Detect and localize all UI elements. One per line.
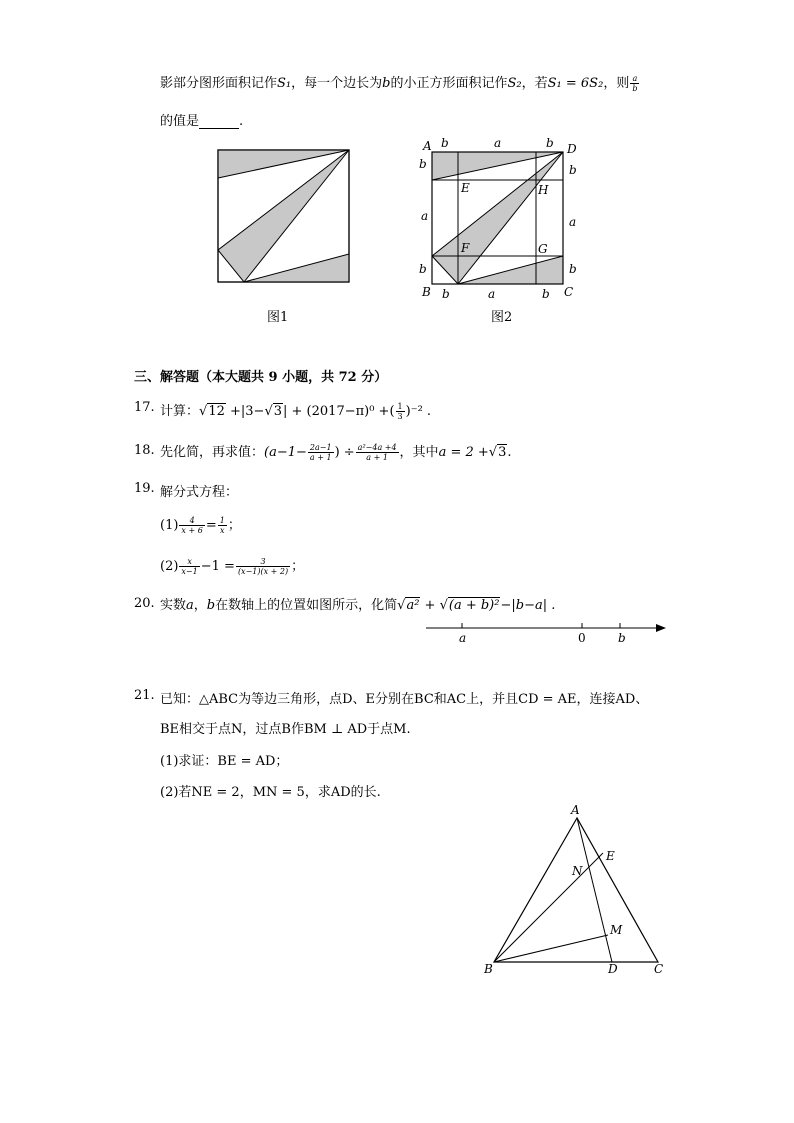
fraction-a-b: $\frac{a}{b}$	[632, 74, 638, 93]
var-b: b	[382, 76, 391, 91]
q17-prefix: 计算：	[160, 404, 200, 419]
figure-1-caption: 图1	[267, 310, 289, 325]
q18-number: 18.	[134, 443, 155, 458]
sqrt-12: 12	[208, 404, 225, 419]
sqrt-a2: a²	[406, 598, 420, 613]
fraction-1: $\frac{2a-1}{a + 1}$	[309, 443, 332, 462]
q19-number: 19.	[134, 481, 155, 496]
intro-line-1	[160, 72, 640, 93]
var-b: b	[206, 598, 216, 613]
intro-text: ，若	[521, 76, 548, 91]
intro-text: 的值是	[160, 114, 200, 129]
label-top-b1: b	[441, 136, 449, 150]
q21-line-3: (1)求证：BE = AD；	[160, 754, 289, 769]
fraction-1-3: $\frac{1}{3}$	[397, 402, 403, 421]
expr-part: .	[507, 445, 512, 460]
fraction-left: $\frac{4}{x + 6}$	[181, 516, 203, 535]
expr-part: | + (2017−π)⁰ +	[283, 404, 390, 419]
plus: +	[420, 598, 440, 613]
label-C: C	[654, 962, 664, 976]
label-A: A	[423, 139, 432, 153]
sub-label: (1)	[160, 518, 179, 533]
axis-label-a: a	[459, 631, 467, 645]
expr-part: −1 =	[200, 559, 235, 574]
var-s2: S₂	[507, 76, 522, 91]
fraction-2: $\frac{\text{a²−4a +4}}{a + 1}$	[357, 443, 397, 462]
label-bottom-b1: b	[442, 287, 450, 301]
figure-1	[210, 142, 360, 288]
fraction-left: $\frac{x}{x-1}$	[181, 557, 198, 576]
q18-text: 先化简，再求值：(a−1− $\frac{2a-1}{a + 1}$ ) ÷ $\frac{\text{a²−4a +4}}{a + 1}$ ，其中a = 2 +√3.	[160, 443, 512, 462]
expr-part: ，其中	[399, 445, 439, 460]
fraction-right: $\frac{3}{(x-1)(x + 2)}$	[237, 557, 289, 576]
q19-prefix: 解分式方程：	[160, 485, 239, 500]
q20-mid: 在数轴上的位置如图所示，化简	[215, 598, 398, 613]
label-bottom-a: a	[488, 287, 496, 301]
expr-part: +|3−	[225, 404, 265, 419]
q20-prefix: 实数	[160, 598, 187, 613]
q21-line-2: BE相交于点N，过点B作BM ⊥ AD于点M.	[160, 722, 411, 737]
intro-line-2	[160, 110, 243, 129]
number-line	[420, 618, 670, 648]
sqrt-ab2: (a + b)²	[448, 598, 500, 613]
q21-line-4: (2)若NE = 2，MN = 5，求AD的长.	[160, 785, 381, 800]
expr-part: a = 2 +	[438, 445, 489, 460]
label-C: C	[564, 285, 574, 299]
intro-text: ，则	[603, 76, 630, 91]
label-right-b1: b	[569, 163, 577, 177]
label-left-b2: b	[419, 262, 427, 276]
label-B: B	[484, 962, 493, 976]
intro-text: 的小正方形面积记作	[390, 76, 508, 91]
q20-number: 20.	[134, 596, 155, 611]
q19-sub1	[160, 514, 241, 535]
sqrt-3: 3	[273, 404, 283, 419]
figure-2-caption: 图2	[491, 310, 513, 325]
section-title: 三、解答题（本大题共 9 小题，共 72 分）	[134, 370, 388, 385]
label-left-b1: b	[419, 157, 427, 171]
label-M: M	[610, 923, 623, 937]
label-right-a: a	[569, 215, 577, 229]
fraction-right: $\frac{1}{x}$	[219, 516, 225, 535]
label-B: B	[422, 285, 431, 299]
label-N: N	[572, 864, 583, 878]
equation: S₁ = 6S₂	[547, 76, 604, 91]
intro-text: 影部分图形面积记作	[160, 76, 278, 91]
label-top-a: a	[494, 136, 502, 150]
q21-line-1: 已知：△ABC为等边三角形，点D、E分别在BC和AC上，并且CD = AE，连接AD、	[160, 692, 649, 707]
period: .	[239, 114, 244, 129]
punct: ；	[291, 559, 305, 574]
sqrt-3: 3	[498, 445, 507, 460]
axis-label-zero: 0	[578, 631, 586, 645]
q19-sub2	[160, 555, 304, 576]
answer-blank	[199, 116, 239, 129]
label-G: G	[538, 242, 548, 256]
label-bottom-b2: b	[542, 287, 550, 301]
label-D: D	[608, 962, 618, 976]
q18-prefix: 先化简，再求值：	[160, 445, 265, 460]
q17-text: 计算：√12 +|3−√3| + (2017−π)⁰ +( $\frac{1}{3}$ )⁻² .	[160, 402, 432, 421]
label-left-a: a	[421, 209, 429, 223]
label-right-b2: b	[569, 262, 577, 276]
q20-text: 实数a，b在数轴上的位置如图所示，化简√a² + √(a + b)²−|b−a| .	[160, 598, 556, 613]
expr-part: −|b−a| .	[500, 598, 556, 613]
label-H: H	[538, 183, 549, 197]
expr-part: ) ÷	[334, 445, 355, 460]
equals: =	[205, 518, 217, 533]
expr-part: (a−1−	[264, 445, 307, 460]
punct: ；	[227, 518, 241, 533]
label-E: E	[461, 181, 470, 195]
punct: ，	[193, 598, 207, 613]
q17-number: 17.	[134, 400, 155, 415]
label-D: D	[567, 142, 577, 156]
triangle-figure	[470, 800, 680, 985]
expr-part: ⁻² .	[410, 404, 432, 419]
var-a: a	[186, 598, 194, 613]
sub-label: (2)	[160, 559, 179, 574]
label-A: A	[571, 803, 580, 817]
var-s1: S₁	[277, 76, 292, 91]
figure-2	[412, 136, 592, 306]
intro-text: ，每一个边长为	[291, 76, 383, 91]
label-F: F	[461, 241, 470, 255]
axis-label-b: b	[618, 631, 626, 645]
label-E: E	[606, 849, 615, 863]
label-top-b2: b	[546, 136, 554, 150]
q21-number: 21.	[134, 688, 155, 703]
